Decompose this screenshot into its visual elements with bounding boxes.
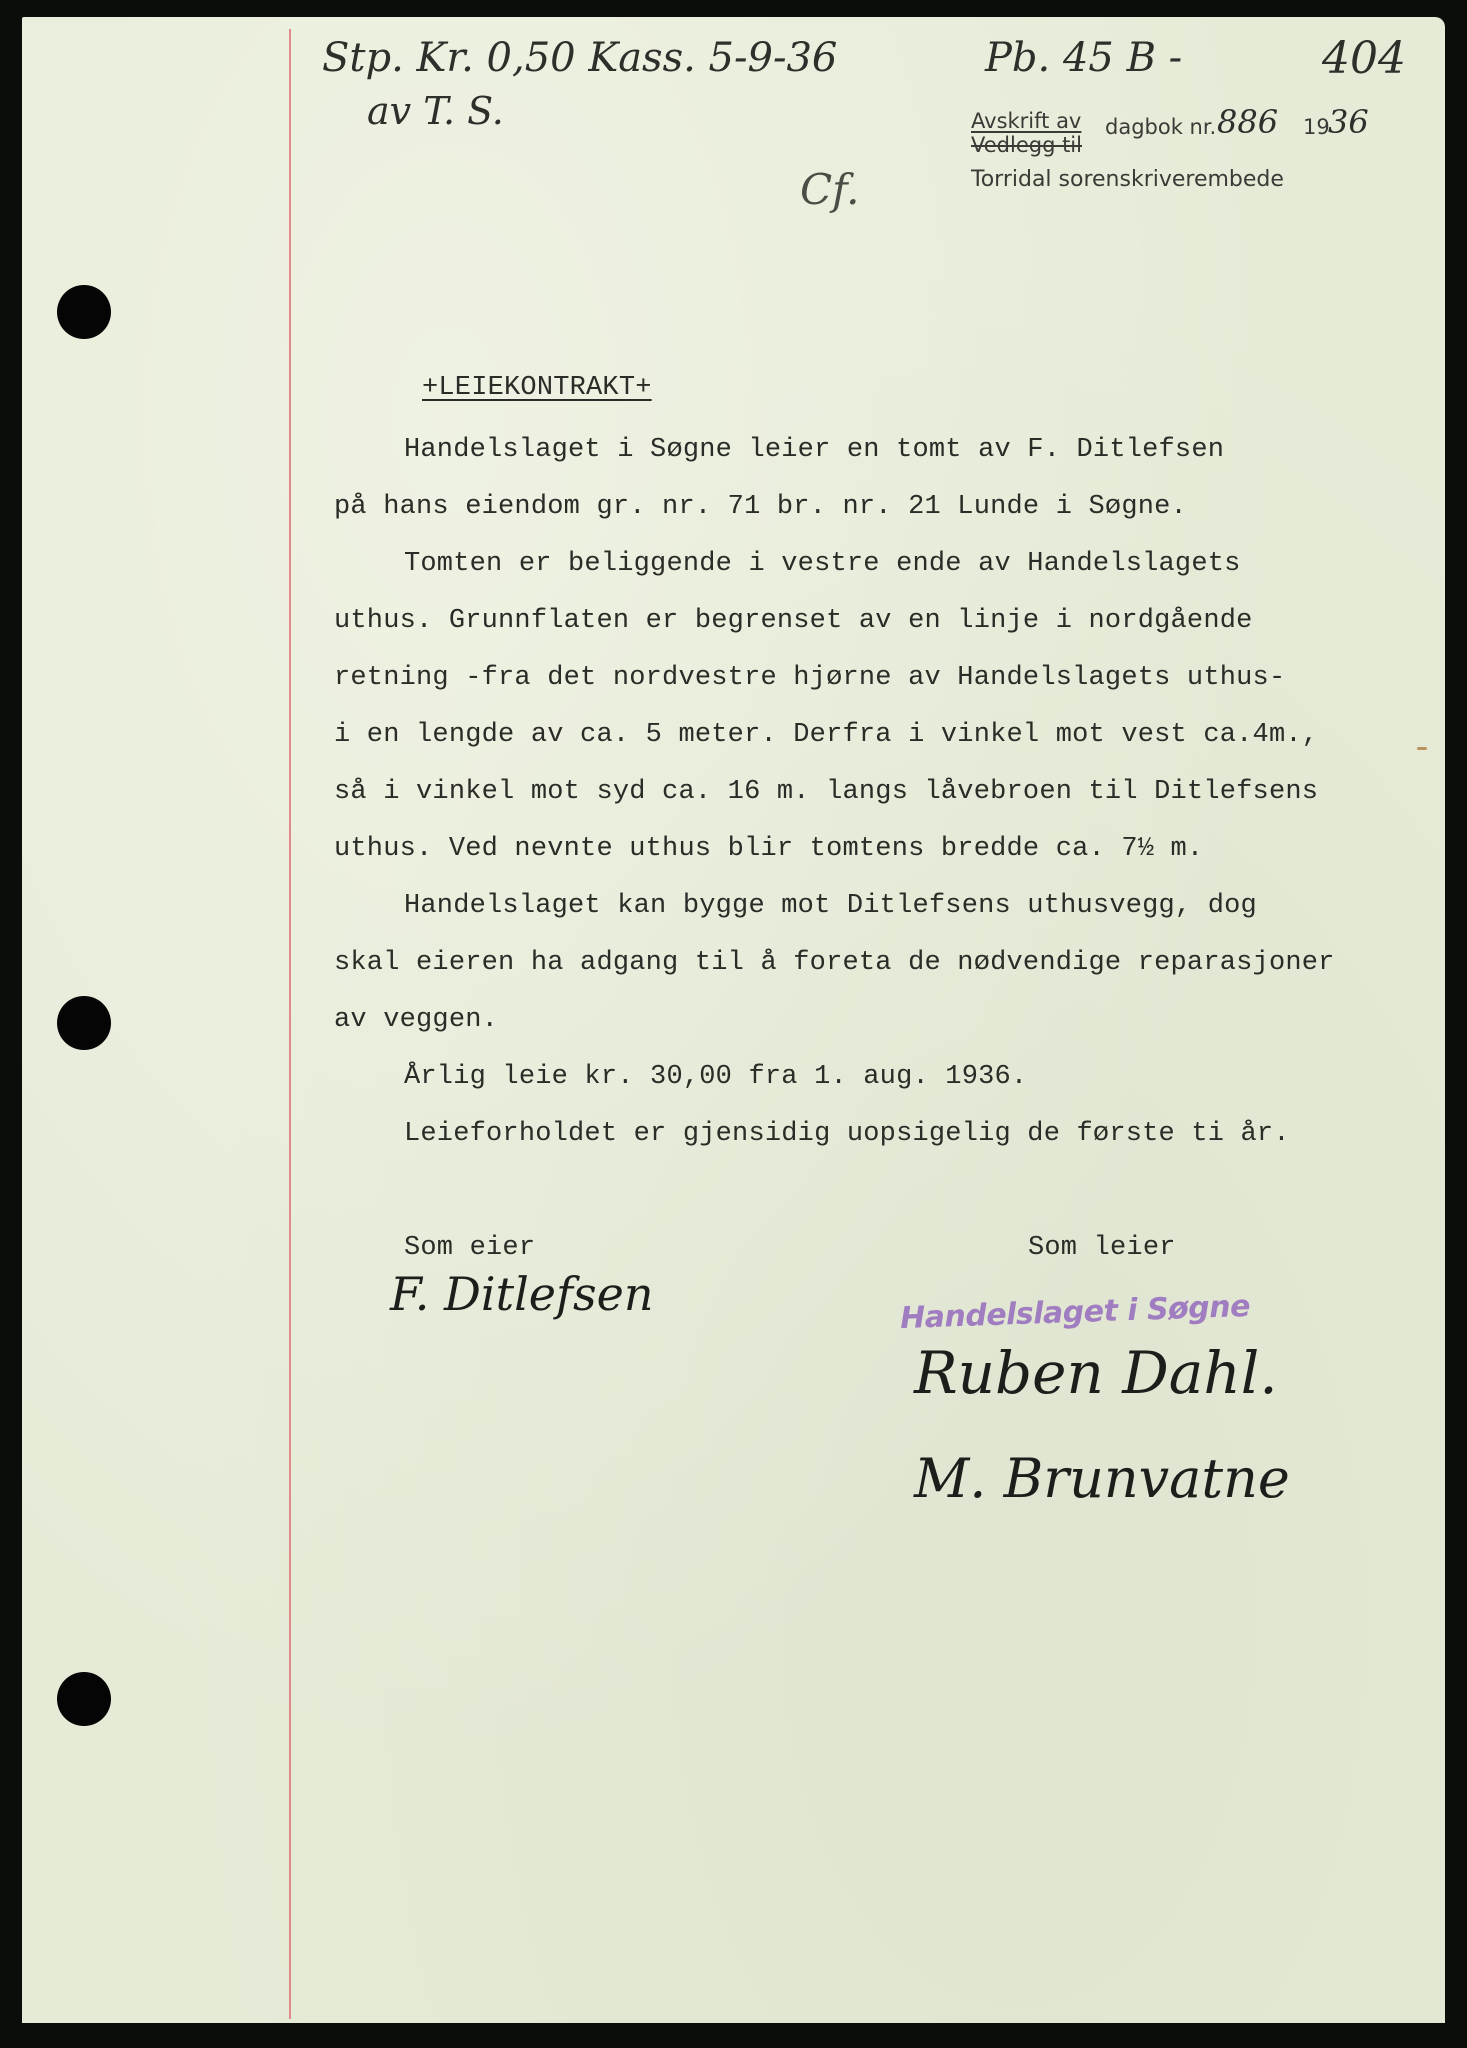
body-line-7: så i vinkel mot syd ca. 16 m. langs låvebroen til Ditlefsens — [334, 777, 1319, 807]
year-printed: 19 — [1303, 115, 1330, 139]
office-name: Torridal sorenskriverembede — [971, 167, 1284, 192]
punch-hole-middle — [57, 996, 111, 1050]
owner-signature: F. Ditlefsen — [390, 1267, 654, 1321]
tenant-signature-1: Ruben Dahl. — [914, 1339, 1278, 1407]
body-line-8: uthus. Ved nevnte uthus blir tomtens bredde ca. 7½ m. — [334, 834, 1204, 864]
body-line-10: skal eieren ha adgang til å foreta de nødvendige reparasjoner — [334, 948, 1335, 978]
stamp-vedlegg-label — [971, 133, 1082, 157]
body-line-9: Handelslaget kan bygge mot Ditlefsens uthusvegg, dog — [404, 891, 1257, 921]
body-line-1: Handelslaget i Søgne leier en tomt av F. Ditlefsen — [404, 435, 1225, 465]
body-line-12: Årlig leie kr. 30,00 fra 1. aug. 1936. — [404, 1062, 1028, 1092]
punch-hole-top — [57, 285, 111, 339]
handwritten-fee-note: Stp. Kr. 0,50 Kass. 5-9-36 — [322, 35, 838, 81]
body-line-5: retning -fra det nordvestre hjørne av Handelslagets uthus- — [334, 663, 1286, 693]
punch-hole-bottom — [57, 1672, 111, 1726]
volume-reference: Pb. 45 B - — [985, 35, 1183, 81]
stamp-avskrift-label — [971, 109, 1081, 133]
body-line-3: Tomten er beliggende i vestre ende av Handelslagets — [404, 549, 1241, 579]
avskrift-label: Avskrift av — [971, 109, 1082, 133]
dagbok-label: dagbok nr. — [1105, 115, 1217, 139]
vedlegg-label-struck: Vedlegg til — [971, 133, 1082, 157]
document-title: +LEIEKONTRAKT+ — [422, 373, 652, 403]
body-line-13: Leieforholdet er gjensidig uopsigelig de første ti år. — [404, 1119, 1290, 1149]
tenant-company-stamp: Handelslaget i Søgne — [899, 1288, 1251, 1337]
tenant-label: Som leier — [1028, 1233, 1176, 1263]
page-number: 404 — [1322, 33, 1406, 84]
initials-mark: Cf. — [800, 165, 860, 214]
handwritten-fee-initials: av T. S. — [367, 89, 504, 133]
document-page — [22, 17, 1445, 2023]
dagbok-number: 886 — [1217, 103, 1279, 141]
red-margin-line — [289, 29, 291, 2019]
body-line-6: i en lengde av ca. 5 meter. Derfra i vinkel mot vest ca.4m., — [334, 720, 1319, 750]
year-handwritten: 36 — [1328, 103, 1369, 141]
body-line-11: av veggen. — [334, 1005, 499, 1035]
tenant-signature-2: M. Brunvatne — [914, 1447, 1290, 1510]
owner-label: Som eier — [404, 1233, 536, 1263]
paper-speck — [1417, 747, 1427, 750]
body-line-2: på hans eiendom gr. nr. 71 br. nr. 21 Lunde i Søgne. — [334, 492, 1187, 522]
body-line-4: uthus. Grunnflaten er begrenset av en linje i nordgående — [334, 606, 1253, 636]
